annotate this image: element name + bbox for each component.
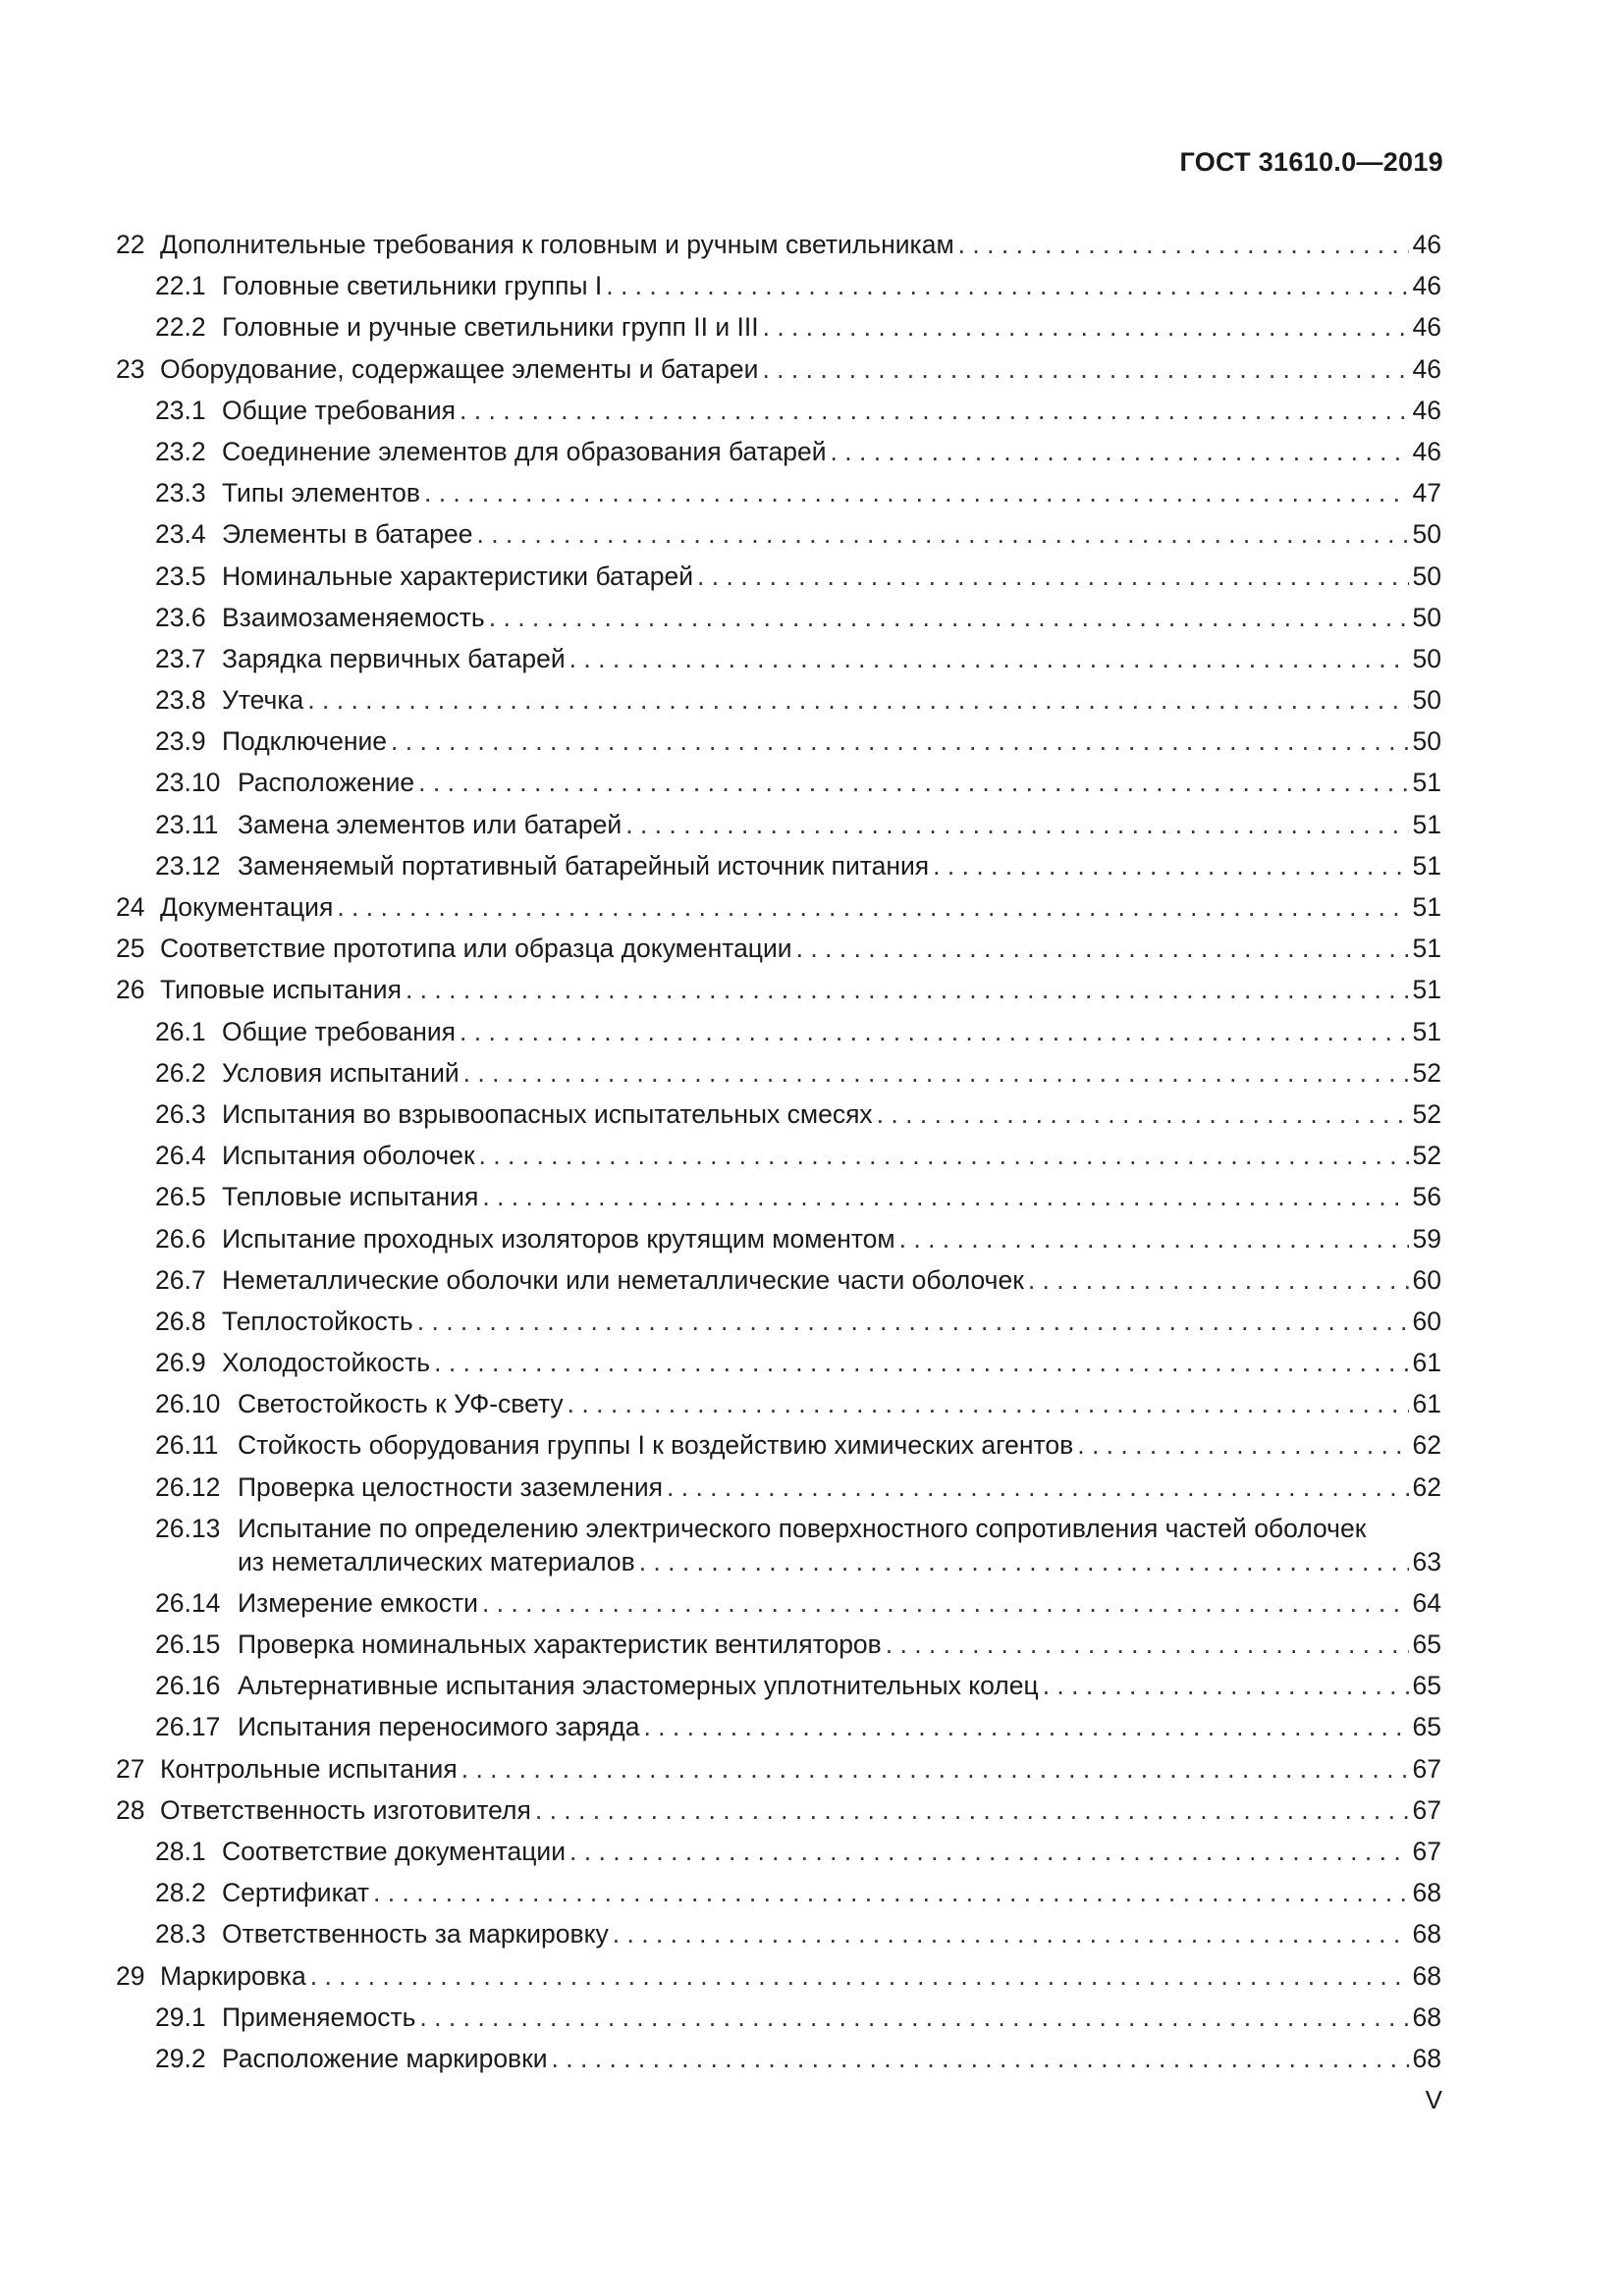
toc-entry[interactable]	[116, 1342, 1441, 1383]
toc-entry[interactable]	[116, 762, 1441, 803]
toc-entry-title: Общие требования	[222, 1016, 457, 1046]
document-code: ГОСТ 31610.0—2019	[1179, 147, 1443, 177]
toc-leader-dots	[877, 1094, 1409, 1135]
toc-entry-title: Дополнительные требования к головным и ручным светильникам	[160, 230, 954, 259]
toc-entry-title: Контрольные испытания	[160, 1753, 458, 1784]
toc-entry[interactable]	[116, 1582, 1441, 1624]
toc-entry-number: 26.4	[155, 1141, 206, 1171]
toc-leader-dots	[899, 1218, 1409, 1259]
toc-entry-title: Ответственность изготовителя	[160, 1794, 531, 1825]
toc-entry-number: 29	[116, 1960, 145, 1991]
toc-entry-title: Теплостойкость	[222, 1306, 413, 1336]
toc-entry-title: Тепловые испытания	[222, 1182, 479, 1212]
toc-entry-title: Проверка целостности заземления	[238, 1471, 663, 1502]
toc-leader-dots	[667, 1467, 1409, 1508]
toc-entry-number: 26.11	[155, 1430, 219, 1461]
toc-leader-dots	[625, 804, 1408, 845]
toc-entry-title: Светостойкость к УФ-свету	[238, 1389, 564, 1419]
toc-entry-title: Неметаллические оболочки или неметаллические части оболочек	[222, 1264, 1024, 1295]
toc-entry[interactable]	[116, 1789, 1441, 1831]
toc-entry-page: 65	[1412, 1629, 1441, 1659]
toc-leader-dots	[460, 1011, 1408, 1052]
toc-entry-page: 51	[1412, 809, 1441, 839]
toc-leader-dots	[643, 1706, 1408, 1747]
toc-entry[interactable]	[116, 1301, 1441, 1342]
toc-entry-title: Головные и ручные светильники групп II и III	[222, 312, 759, 343]
toc-entry-title: Измерение емкости	[238, 1587, 478, 1618]
toc-leader-dots	[639, 1541, 1409, 1582]
page-number: V	[1425, 2085, 1442, 2114]
toc-leader-dots	[613, 1913, 1409, 1954]
toc-entry-page: 67	[1412, 1836, 1441, 1866]
toc-leader-dots	[606, 265, 1408, 306]
toc-entry-title: Зарядка первичных батарей	[222, 643, 566, 673]
toc-entry-page: 46	[1412, 312, 1441, 343]
toc-entry-page: 56	[1412, 1182, 1441, 1212]
toc-entry-number: 29.1	[155, 2002, 206, 2032]
toc-entry-number: 23.6	[155, 602, 206, 632]
toc-entry-page: 52	[1412, 1141, 1441, 1171]
toc-entry[interactable]	[116, 1955, 1441, 1997]
toc-entry-title: Замена элементов или батарей	[238, 809, 623, 839]
toc-entry[interactable]	[116, 1424, 1441, 1466]
toc-entry[interactable]	[116, 721, 1441, 762]
toc-entry-title: Элементы в батарее	[222, 519, 473, 550]
toc-leader-dots	[463, 1052, 1409, 1094]
toc-leader-dots	[424, 472, 1409, 513]
toc-entry-title: Применяемость	[222, 2002, 416, 2032]
toc-leader-dots	[933, 845, 1408, 886]
toc-entry[interactable]	[116, 2038, 1441, 2079]
toc-entry-number: 23	[116, 353, 145, 384]
toc-entry-title: Соединение элементов для образования батарей	[222, 436, 827, 466]
table-of-contents	[116, 224, 1441, 2079]
toc-entry-page: 68	[1412, 1878, 1441, 1908]
toc-entry[interactable]	[116, 1259, 1441, 1301]
toc-leader-dots	[796, 928, 1409, 969]
toc-entry-title: Сертификат	[222, 1878, 370, 1908]
toc-entry-page: 50	[1412, 561, 1441, 591]
toc-entry-number: 22.1	[155, 271, 206, 301]
toc-entry-number: 23.2	[155, 436, 206, 466]
toc-entry-number: 28.1	[155, 1836, 206, 1866]
toc-leader-dots	[535, 1789, 1409, 1831]
toc-entry[interactable]	[116, 472, 1441, 513]
toc-entry-number: 26.5	[155, 1182, 206, 1212]
toc-entry-title: Номинальные характеристики батарей	[222, 561, 694, 591]
toc-entry-page: 50	[1412, 643, 1441, 673]
toc-leader-dots	[958, 224, 1409, 265]
toc-entry[interactable]	[116, 1383, 1441, 1424]
toc-entry[interactable]	[116, 1135, 1441, 1176]
toc-entry-page: 47	[1412, 478, 1441, 508]
toc-entry-title: Альтернативные испытания эластомерных уплотнительных колец	[238, 1671, 1039, 1701]
toc-entry-title: Холодостойкость	[222, 1348, 431, 1378]
toc-leader-dots	[482, 1176, 1408, 1217]
toc-entry[interactable]	[116, 390, 1441, 431]
toc-entry-title: Общие требования	[222, 395, 457, 425]
toc-entry-title: Маркировка	[160, 1960, 306, 1991]
toc-leader-dots	[460, 390, 1408, 431]
toc-entry[interactable]	[116, 513, 1441, 555]
toc-entry-page: 50	[1412, 602, 1441, 632]
toc-leader-dots	[762, 348, 1408, 390]
toc-entry[interactable]	[116, 1467, 1441, 1508]
toc-entry-number: 26.2	[155, 1057, 206, 1088]
toc-leader-dots	[337, 886, 1408, 928]
toc-entry[interactable]	[116, 1094, 1441, 1135]
toc-leader-dots	[482, 1582, 1409, 1624]
toc-entry[interactable]	[116, 1665, 1441, 1706]
toc-leader-dots	[417, 1301, 1409, 1342]
toc-entry-page: 65	[1412, 1712, 1441, 1742]
toc-entry-page: 68	[1412, 2043, 1441, 2073]
toc-entry[interactable]	[116, 224, 1441, 265]
toc-entry-number: 26.3	[155, 1098, 206, 1129]
toc-entry[interactable]	[116, 1052, 1441, 1094]
toc-entry-number: 26.7	[155, 1264, 206, 1295]
toc-entry-page: 64	[1412, 1587, 1441, 1618]
toc-entry-number: 22	[116, 230, 145, 259]
toc-entry-page: 46	[1412, 436, 1441, 466]
toc-entry[interactable]	[116, 1706, 1441, 1747]
toc-entry-number: 25	[116, 934, 145, 964]
toc-entry[interactable]	[116, 845, 1441, 886]
toc-leader-dots	[373, 1872, 1408, 1913]
toc-entry-number: 23.7	[155, 643, 206, 673]
toc-entry-page: 51	[1412, 850, 1441, 881]
toc-entry-page: 51	[1412, 975, 1441, 1005]
toc-entry-title: Испытания переносимого заряда	[238, 1712, 640, 1742]
toc-entry-number: 23.3	[155, 478, 206, 508]
toc-entry[interactable]	[116, 1176, 1441, 1217]
toc-entry[interactable]	[116, 1218, 1441, 1259]
toc-leader-dots	[1028, 1259, 1409, 1301]
toc-entry-page: 61	[1412, 1389, 1441, 1419]
toc-entry[interactable]	[116, 1011, 1441, 1052]
toc-entry-number: 26.15	[155, 1629, 221, 1659]
toc-entry-title: Проверка номинальных характеристик вентиляторов	[238, 1629, 882, 1659]
toc-entry[interactable]	[116, 928, 1441, 969]
toc-entry-page: 68	[1412, 1960, 1441, 1991]
toc-entry-number: 28	[116, 1794, 145, 1825]
toc-entry-page: 60	[1412, 1264, 1441, 1295]
toc-leader-dots	[831, 431, 1409, 472]
toc-entry-title: Соответствие документации	[222, 1836, 567, 1866]
toc-entry[interactable]	[116, 1872, 1441, 1913]
toc-entry-number: 23.1	[155, 395, 206, 425]
toc-entry-title: Условия испытаний	[222, 1057, 460, 1088]
toc-entry[interactable]	[116, 431, 1441, 472]
toc-leader-dots	[1077, 1424, 1408, 1466]
toc-entry[interactable]	[116, 638, 1441, 679]
toc-leader-dots	[391, 721, 1408, 762]
toc-leader-dots	[1043, 1665, 1409, 1706]
toc-entry-number: 24	[116, 892, 145, 922]
toc-leader-dots	[697, 556, 1408, 597]
toc-entry-number: 26	[116, 975, 145, 1005]
toc-entry-number: 26.6	[155, 1223, 206, 1254]
toc-entry-number: 28.2	[155, 1878, 206, 1908]
toc-entry[interactable]	[116, 679, 1441, 721]
toc-entry[interactable]	[116, 804, 1441, 845]
toc-entry-title: Подключение	[222, 726, 388, 757]
toc-leader-dots	[763, 306, 1409, 347]
toc-entry-page: 62	[1412, 1471, 1441, 1502]
toc-entry-page: 52	[1412, 1098, 1441, 1129]
toc-leader-dots	[568, 1383, 1409, 1424]
toc-leader-dots	[310, 1955, 1409, 1997]
toc-entry-page: 46	[1412, 395, 1441, 425]
toc-entry-page: 68	[1412, 1919, 1441, 1949]
toc-entry-title: Ответственность за маркировку	[222, 1919, 609, 1949]
toc-entry-number: 23.10	[155, 768, 221, 798]
toc-entry-page: 67	[1412, 1794, 1441, 1825]
toc-entry-number: 26.13	[155, 1513, 221, 1543]
toc-entry[interactable]	[116, 1997, 1441, 2038]
toc-entry[interactable]	[116, 597, 1441, 638]
toc-entry-number: 23.9	[155, 726, 206, 757]
toc-leader-dots	[406, 969, 1409, 1010]
toc-entry-title: Соответствие прототипа или образца документации	[160, 934, 792, 964]
toc-entry-title: Типовые испытания	[160, 975, 402, 1005]
toc-entry[interactable]	[116, 1831, 1441, 1872]
toc-entry-number: 23.12	[155, 850, 221, 881]
toc-entry-page: 65	[1412, 1671, 1441, 1701]
toc-entry-page: 61	[1412, 1348, 1441, 1378]
toc-entry-title: Заменяемый портативный батарейный источник питания	[238, 850, 930, 881]
toc-leader-dots	[461, 1748, 1409, 1789]
toc-leader-dots	[419, 1997, 1408, 2038]
toc-entry-page: 59	[1412, 1223, 1441, 1254]
toc-leader-dots	[434, 1342, 1408, 1383]
toc-entry-number: 29.2	[155, 2043, 206, 2073]
toc-leader-dots	[418, 762, 1408, 803]
toc-entry-page: 62	[1412, 1430, 1441, 1461]
toc-entry-title: Взаимозаменяемость	[222, 602, 485, 632]
toc-entry-number: 23.8	[155, 685, 206, 716]
toc-entry-page: 52	[1412, 1057, 1441, 1088]
toc-entry[interactable]	[116, 1748, 1441, 1789]
toc-entry[interactable]	[116, 1913, 1441, 1954]
toc-entry-number: 26.17	[155, 1712, 221, 1742]
toc-leader-dots	[307, 679, 1408, 721]
toc-leader-dots	[886, 1624, 1409, 1665]
toc-entry-title: Расположение	[238, 768, 415, 798]
toc-entry-title: Испытания во взрывоопасных испытательных смесях	[222, 1098, 873, 1129]
toc-entry-number: 26.14	[155, 1587, 221, 1618]
toc-entry-title: Расположение маркировки	[222, 2043, 548, 2073]
toc-entry[interactable]	[116, 556, 1441, 597]
toc-entry-title: Стойкость оборудования группы I к воздействию химических агентов	[238, 1430, 1074, 1461]
toc-entry-number: 26.12	[155, 1471, 221, 1502]
toc-entry-number: 26.10	[155, 1389, 221, 1419]
toc-entry-page: 46	[1412, 230, 1441, 259]
toc-entry-page: 46	[1412, 271, 1441, 301]
toc-entry-page: 50	[1412, 519, 1441, 550]
toc-entry-title: Испытание проходных изоляторов крутящим моментом	[222, 1223, 895, 1254]
toc-entry[interactable]	[116, 348, 1441, 390]
toc-entry-page: 67	[1412, 1753, 1441, 1784]
toc-entry-number: 22.2	[155, 312, 206, 343]
toc-entry[interactable]	[116, 886, 1441, 928]
toc-leader-dots	[489, 597, 1409, 638]
toc-leader-dots	[476, 513, 1408, 555]
toc-leader-dots	[552, 2038, 1409, 2079]
toc-entry-page: 51	[1412, 1016, 1441, 1046]
toc-leader-dots	[569, 1831, 1409, 1872]
toc-entry-page: 51	[1412, 892, 1441, 922]
toc-entry-number: 26.9	[155, 1348, 206, 1378]
toc-entry-number: 26.8	[155, 1306, 206, 1336]
toc-entry-page: 50	[1412, 685, 1441, 716]
toc-entry[interactable]	[116, 969, 1441, 1010]
toc-entry-title: Документация	[160, 892, 334, 922]
toc-entry[interactable]	[116, 306, 1441, 347]
toc-entry-number: 23.11	[155, 809, 219, 839]
toc-entry-number: 28.3	[155, 1919, 206, 1949]
toc-entry-title: Оборудование, содержащее элементы и батареи	[160, 353, 759, 384]
toc-leader-dots	[479, 1135, 1409, 1176]
toc-entry-number: 23.5	[155, 561, 206, 591]
toc-entry[interactable]	[116, 1624, 1441, 1665]
toc-entry-page: 46	[1412, 353, 1441, 384]
toc-entry[interactable]	[116, 1508, 1441, 1582]
toc-entry-page: 51	[1412, 934, 1441, 964]
toc-entry-page: 51	[1412, 768, 1441, 798]
toc-entry-page: 60	[1412, 1306, 1441, 1336]
toc-entry[interactable]	[116, 265, 1441, 306]
toc-leader-dots	[569, 638, 1409, 679]
toc-entry-number: 23.4	[155, 519, 206, 550]
toc-entry-page: 63	[1412, 1546, 1441, 1576]
toc-entry-number: 27	[116, 1753, 145, 1784]
toc-entry-page: 50	[1412, 726, 1441, 757]
toc-entry-number: 26.1	[155, 1016, 206, 1046]
toc-entry-title: Типы элементов	[222, 478, 420, 508]
toc-entry-title: Испытания оболочек	[222, 1141, 475, 1171]
toc-entry-title-continuation: из неметаллических материалов	[238, 1546, 635, 1576]
toc-entry-number: 26.16	[155, 1671, 221, 1701]
toc-entry-title: Испытание по определению электрического поверхностного сопротивления частей оболочек	[238, 1513, 1367, 1543]
toc-entry-title: Утечка	[222, 685, 304, 716]
toc-entry-page: 68	[1412, 2002, 1441, 2032]
toc-entry-title: Головные светильники группы I	[222, 271, 603, 301]
